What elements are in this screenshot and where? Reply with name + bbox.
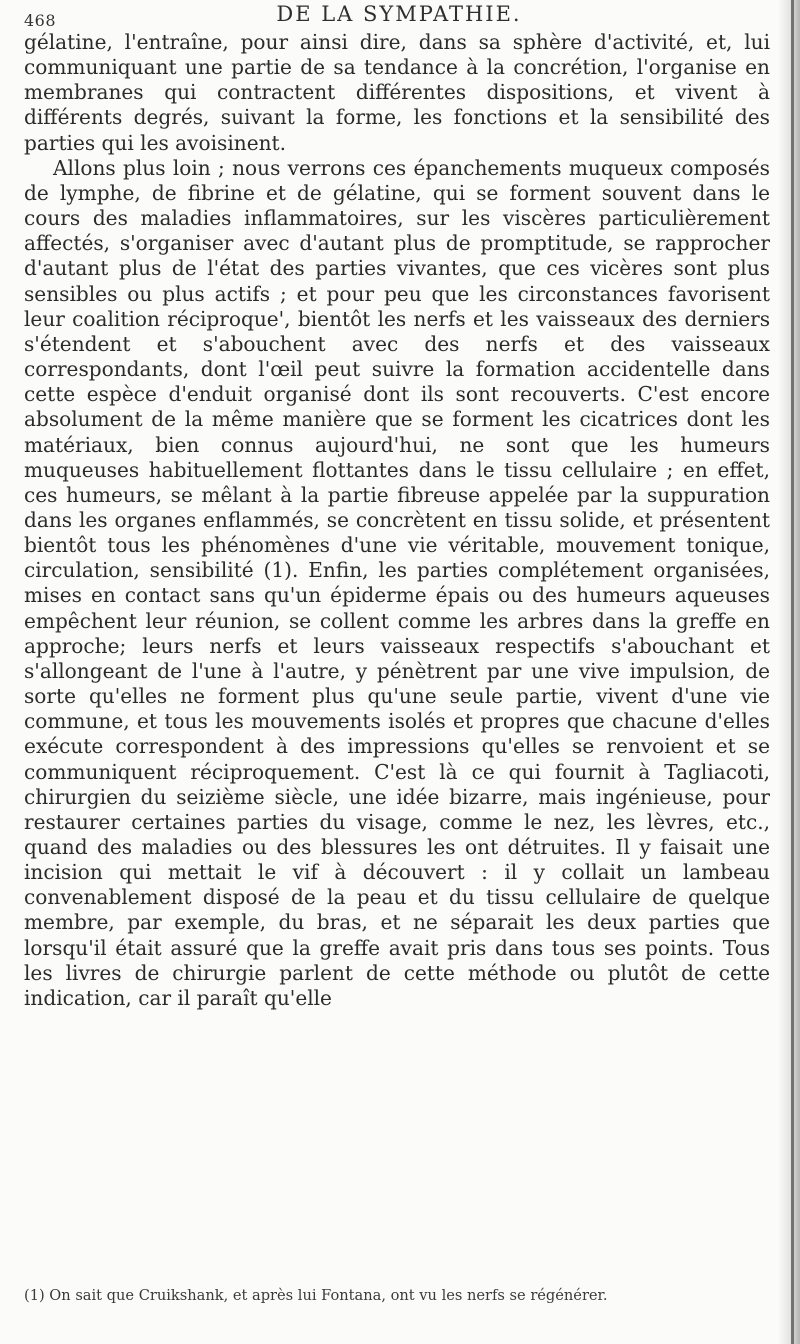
page-number: 468 <box>24 11 57 30</box>
body-text <box>24 30 770 1011</box>
page-edge-line <box>791 0 794 1344</box>
page-edge-shadow <box>778 0 800 1344</box>
paragraph-main: Allons plus loin ; nous verrons ces épanchements muqueux composés de lymphe, de fibrine et de gélatine, qui se forment souvent dans le cours des maladies inflammatoires, sur les viscères particulièrement affectés, s'organiser avec d'autant plus de promptitude, se rapprocher d'autant plus de l'état des parties vivantes, que ces vicères sont plus sensibles ou plus actifs ; et pour peu que les circonstances favorisent leur coalition réciproque', bientôt les nerfs et les vaisseaux des derniers s'étendent et s'abouchent avec des nerfs et des vaisseaux correspondants, dont l'œil peut suivre la formation accidentelle dans cette espèce d'enduit organisé dont ils sont recouverts. C'est encore absolument de la même manière que se forment les cicatrices dont les matériaux, bien connus aujourd'hui, ne sont que les humeurs muqueuses habituellement flottantes dans le tissu cellulaire ; en effet, ces humeurs, se mêlant à la partie fibreuse appelée par la suppuration dans les organes enflammés, se concrètent en tissu solide, et présentent bientôt tous les phénomènes d'une vie véritable, mouvement tonique, circulation, sensibilité (1). Enfin, les parties complétement organisées, mises en contact sans qu'un épiderme épais ou des humeurs aqueuses empêchent leur réunion, se collent comme les arbres dans la greffe en approche; leurs nerfs et leurs vaisseaux respectifs s'abouchant et s'allongeant de l'une à l'autre, y pénètrent par une vive impulsion, de sorte qu'elles ne forment plus qu'une seule partie, vivent d'une vie commune, et tous les mouvements isolés et propres que chacune d'elles exécute correspondent à des impressions qu'elles se renvoient et se communiquent réciproquement. C'est là ce qui fournit à Tagliacoti, chirurgien du seizième siècle, une idée bizarre, mais ingénieuse, pour restaurer certaines parties du visage, comme le nez, les lèvres, etc., quand des maladies ou des blessures les ont détruites. Il y faisait une incision qui mettait le vif à découvert : il y collait un lambeau convenablement disposé de la peau et du tissu cellulaire de quelque membre, par exemple, du bras, et ne séparait les deux parties que lorsqu'il était assuré que la greffe avait pris dans tous ses points. Tous les livres de chirurgie parlent de cette méthode ou plutôt de cette indication, car il paraît qu'elle <box>24 155 770 1010</box>
running-head: DE LA SYMPATHIE. <box>276 2 522 26</box>
paragraph-continuation: gélatine, l'entraîne, pour ainsi dire, dans sa sphère d'activité, et, lui communiquant une partie de sa tendance à la concrétion, l'organise en membranes qui contractent différentes dispositions, et vivent à différents degrés, suivant la forme, les fonctions et la sensibilité des parties qui les avoisinent. <box>24 30 770 155</box>
page-header <box>24 2 774 32</box>
footnote: (1) On sait que Cruikshank, et après lui Fontana, ont vu les nerfs se régénérer. <box>24 1287 608 1304</box>
